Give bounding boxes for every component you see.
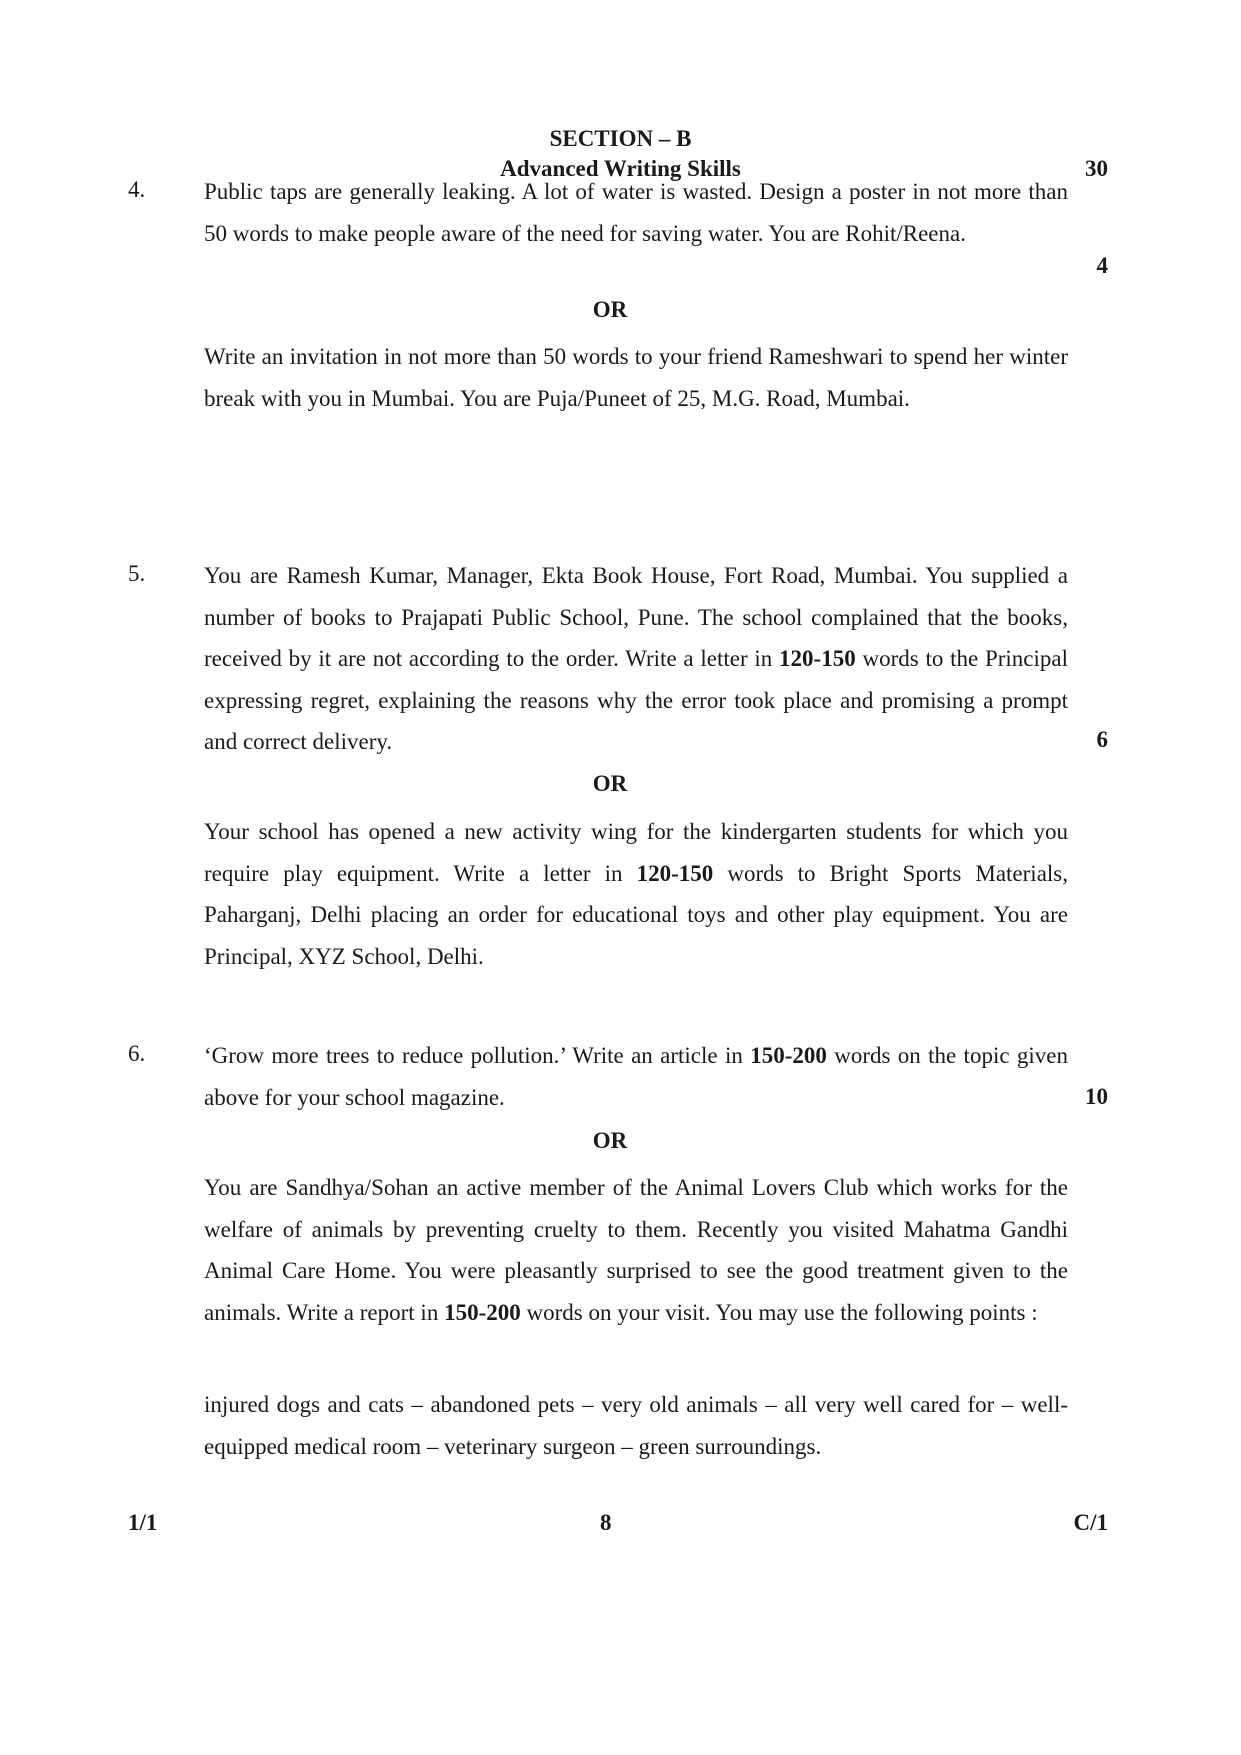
question-6-number: 6. — [128, 1041, 146, 1066]
question-5-or: OR — [592, 771, 628, 796]
section-subtitle: Advanced Writing Skills — [500, 156, 741, 181]
question-4-alt-text: Write an invitation in not more than 50 words to your friend Rameshwari to spend her winter break with you in Mumbai. You are Puja/Puneet of 25, M.G. Road, Mumbai. — [204, 344, 1068, 411]
question-6-or: OR — [592, 1128, 628, 1153]
question-4-marks: 4 — [1096, 253, 1108, 278]
page-number: 8 — [600, 1510, 612, 1535]
question-6-text — [204, 1035, 1068, 1118]
section-title: SECTION – B — [549, 126, 692, 151]
question-6-alt-text-part: words on your visit. You may use the following points : — [520, 1299, 1038, 1325]
question-6-text-part: ‘Grow more trees to reduce pollution.’ Write an article in — [204, 1043, 751, 1068]
question-5-alt-text-part: words to Bright Sports Materials, Paharganj, Delhi placing an order for educational toys and other play equipment. You are Principal, XYZ School, Delhi. — [204, 860, 1068, 969]
question-6-alt-word-limit: 150-200 — [444, 1299, 521, 1325]
question-6-alt-text — [204, 1167, 1068, 1333]
question-5-text-part: You are Ramesh Kumar, Manager, Ekta Book House, Fort Road, Mumbai. You supplied a number of books to Prajapati Public School, Pune. The school complained that the books, received by it are not according to the order. Write a letter in — [204, 563, 1068, 671]
question-4-number: 4. — [128, 177, 146, 202]
question-5-text-part: words to the Principal expressing regret, explaining the reasons why the error took place and promising a prompt and correct delivery. — [204, 646, 1069, 754]
question-6-alt-text-part: You are Sandhya/Sohan an active member of the Animal Lovers Club which works for the welfare of animals by preventing cruelty to them. Recently you visited Mahatma Gandhi Animal Care Home. You were pleasantly surprised to see the good treatment given to the animals. Write a report in — [204, 1175, 1068, 1325]
question-5-word-limit: 120-150 — [779, 646, 856, 671]
footer-left: 1/1 — [128, 1510, 158, 1535]
question-4-or: OR — [592, 297, 628, 322]
question-5-alt-word-limit: 120-150 — [636, 860, 714, 886]
question-5-alt-text — [204, 811, 1068, 977]
question-6-points: injured dogs and cats – abandoned pets – very old animals – all very well cared for – well-equipped medical room – veterinary surgeon – green surroundings. — [204, 1392, 1068, 1459]
question-6-marks: 10 — [1085, 1084, 1108, 1109]
question-6-word-limit: 150-200 — [750, 1043, 827, 1068]
question-5-alt-text-part: Your school has opened a new activity wing for the kindergarten students for which you require play equipment. Write a letter in — [204, 819, 1068, 886]
question-5-number: 5. — [128, 561, 146, 586]
section-marks: 30 — [1085, 156, 1108, 181]
question-5-marks: 6 — [1096, 727, 1108, 752]
footer-right: C/1 — [1073, 1510, 1108, 1535]
question-4-text: Public taps are generally leaking. A lot of water is wasted. Design a poster in not more than 50 words to make people aware of the need for saving water. You are Rohit/Reena. — [204, 179, 1068, 246]
question-6-text-part: words on the topic given above for your school magazine. — [204, 1043, 1068, 1110]
question-5-text — [204, 555, 1068, 763]
